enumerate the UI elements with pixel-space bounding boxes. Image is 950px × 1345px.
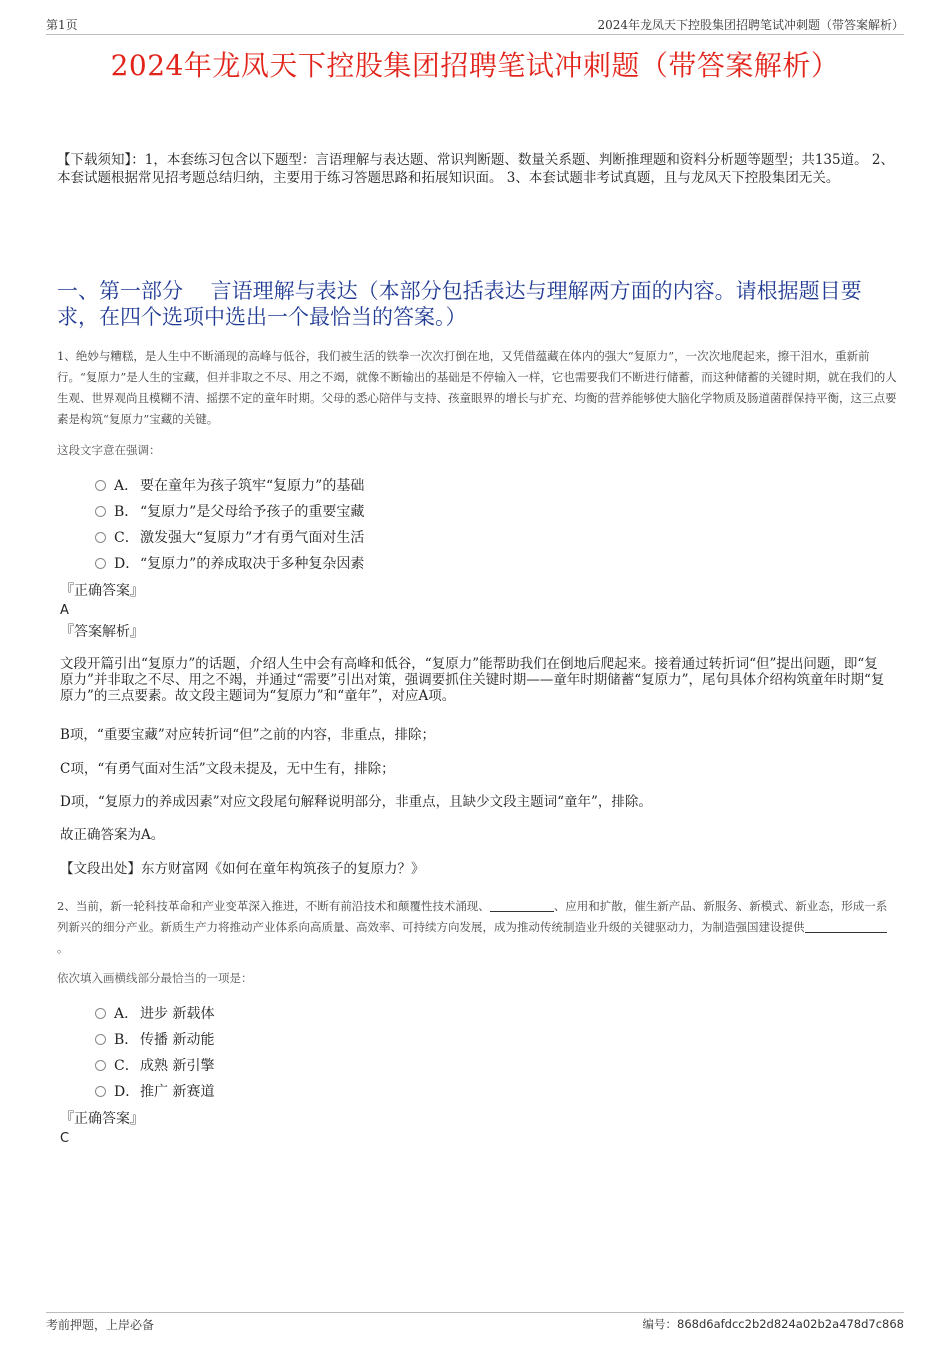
radio-icon[interactable]	[95, 1034, 106, 1045]
page-number: 第1页	[46, 18, 78, 32]
question-1-analysis-para-1: 文段开篇引出“复原力”的话题，介绍人生中会有高峰和低谷，“复原力”能帮助我们在倒地后爬起来。接着通过转折词“但”提出问题，即“复原力”并非取之不尽、用之不竭，并通过“需要”引出对策，强调要抓住关键时期——童年时期储蓄“复原力”，尾句具体介绍构筑童年时期“复原力”的三点要素。故文段主题词为“复原力”和“童年”，对应A项。	[60, 656, 885, 704]
download-notice: 【下载须知】：1，本套练习包含以下题型：言语理解与表达题、常识判断题、数量关系题、判断推理题和资料分析题等题型；共135道。 2、本套试题根据常见招考题总结归纳，主要用于练习答题思路和拓展知识面。 3、本套试题非考试真题，且与龙凤天下控股集团无关。	[57, 152, 894, 186]
question-1-option-b[interactable]: B． “复原力”是父母给予孩子的重要宝藏	[95, 502, 364, 522]
question-2-option-b[interactable]: B． 传播 新动能	[95, 1030, 214, 1050]
question-2-answer-label: 『正确答案』	[60, 1111, 144, 1127]
question-2-option-c[interactable]: C．成熟 新引擎	[95, 1056, 214, 1076]
radio-icon[interactable]	[95, 558, 106, 569]
question-1-prompt: 这段文字意在强调：	[57, 443, 161, 457]
question-2-answer: C	[60, 1131, 70, 1146]
radio-icon[interactable]	[95, 1086, 106, 1097]
radio-icon[interactable]	[95, 1060, 106, 1071]
section-heading: 一、第一部分 言语理解与表达（本部分包括表达与理解两方面的内容。请根据题目要求，在四个选项中选出一个最恰当的答案。）	[57, 279, 862, 329]
fill-blank-2	[805, 920, 887, 933]
question-1-answer: A	[60, 603, 69, 618]
question-2-stem: 2、当前，新一轮科技革命和产业变革深入推进，不断有前沿技术和颠覆性技术涌现、 、应用和扩散，催生新产品、新服务、新模式、新业态，形成一系列新兴的细分产业。新质生产力将推动产业体系向高质量、高效率、可持续方向发展，成为推动传统制造业升级的关键驱动力，为制造强国建设提供。	[57, 899, 888, 955]
radio-icon[interactable]	[95, 506, 106, 517]
question-2-option-a[interactable]: A． 进步 新载体	[95, 1004, 214, 1024]
fill-blank-1	[490, 899, 554, 912]
question-1-analysis-para-3: C项，“有勇气面对生活”文段未提及，无中生有，排除；	[60, 761, 395, 777]
radio-icon[interactable]	[95, 532, 106, 543]
question-1-stem: 1、绝妙与糟糕，是人生中不断涌现的高峰与低谷，我们被生活的铁拳一次次打倒在地，又凭借蕴藏在体内的强大“复原力”，一次次地爬起来，擦干泪水，重新前行。“复原力”是人生的宝藏，但并非取之不尽、用之不竭，就像不断输出的基础是不停输入一样，它也需要我们不断进行储蓄，而这种储蓄的关键时期，就在我们的人生观、世界观尚且模糊不清、摇摆不定的童年时期。父母的悉心陪伴与支持、孩童眼界的增长与扩充、均衡的营养能够使大脑化学物质及肠道菌群保持平衡，这三点要素是构筑“复原力”宝藏的关键。	[57, 349, 897, 426]
question-1-option-c[interactable]: C．激发强大“复原力”才有勇气面对生活	[95, 528, 364, 548]
question-1-analysis-label: 『答案解析』	[60, 624, 144, 640]
question-1-source: 【文段出处】东方财富网《如何在童年构筑孩子的复原力？》	[60, 861, 425, 877]
question-1-answer-label: 『正确答案』	[60, 583, 144, 599]
question-1-option-d[interactable]: D．“复原力”的养成取决于多种复杂因素	[95, 554, 364, 574]
footer-code: 编号：868d6afdcc2b2d824a02b2a478d7c868	[642, 1317, 904, 1331]
question-1-analysis-para-4: D项，“复原力的养成因素”对应文段尾句解释说明部分，非重点，且缺少文段主题词“童年”，排除。	[60, 794, 652, 810]
radio-icon[interactable]	[95, 480, 106, 491]
footer-slogan: 考前押题，上岸必备	[46, 1318, 155, 1332]
header-doc-title: 2024年龙凤天下控股集团招聘笔试冲刺题（带答案解析）	[597, 18, 904, 32]
radio-icon[interactable]	[95, 1008, 106, 1019]
question-2-option-d[interactable]: D．推广 新赛道	[95, 1082, 214, 1102]
page-title: 2024年龙凤天下控股集团招聘笔试冲刺题（带答案解析）	[110, 49, 840, 82]
question-1-option-a[interactable]: A． 要在童年为孩子筑牢“复原力”的基础	[95, 476, 364, 496]
question-1-conclusion: 故正确答案为A。	[60, 827, 165, 843]
page-footer	[46, 1312, 904, 1333]
question-2-prompt: 依次填入画横线部分最恰当的一项是：	[57, 971, 253, 985]
page-header	[46, 14, 904, 35]
question-1-analysis-para-2: B项，“重要宝藏”对应转折词“但”之前的内容，非重点，排除；	[60, 727, 436, 743]
